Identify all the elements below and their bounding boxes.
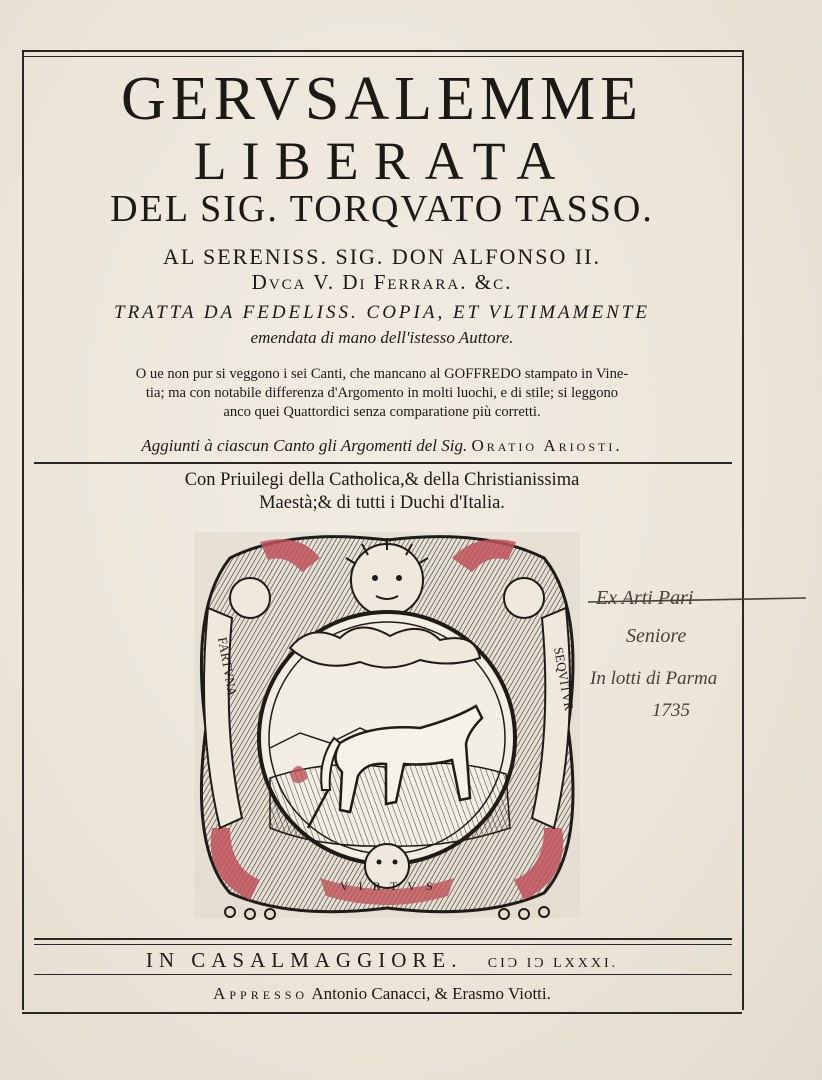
rule (34, 974, 732, 975)
rule (34, 938, 732, 940)
publisher-name: Antonio Canacci, & Erasmo Viotti. (311, 984, 551, 1003)
imprint-year: CIƆ IƆ LXXXI. (487, 956, 619, 971)
ribbon-right-text: SEQVITVR (551, 645, 577, 712)
printers-device-woodcut (190, 528, 584, 923)
publisher-prefix: Appresso (213, 984, 309, 1003)
dedication-line-2: Dvca V. Di Ferrara. &c. (251, 270, 513, 294)
arguments-author: Oratio Ariosti. (471, 436, 623, 455)
description-line-1: O ue non pur si veggono i sei Canti, che mancano al GOFFREDO stampato in Vine- (135, 366, 629, 382)
publisher-line (22, 984, 742, 1004)
description-line-3: anco quei Quattordici senza comparatione più corretti. (223, 404, 541, 420)
arguments-text: Aggiunti à ciascun Canto gli Argomenti del Sig. (141, 436, 468, 455)
dedication-line-1: AL SERENISS. SIG. DON ALFONSO II. (163, 244, 601, 269)
annotation-line-3: In lotti di Parma (590, 668, 718, 689)
border-inner-line (22, 56, 742, 57)
edition-line-2: emendata di mano dell'istesso Auttore. (250, 328, 514, 347)
manuscript-annotation (586, 572, 822, 722)
rule (34, 462, 732, 464)
title-line-1: GERVSALEMME (121, 65, 643, 133)
annotation-line-2: Seniore (626, 625, 687, 647)
imprint-city-line (22, 948, 742, 973)
arguments-line (22, 436, 742, 456)
privilege-line-2: Maestà;& di tutti i Duchi d'Italia. (259, 493, 505, 513)
privilege-line-1: Con Priuilegi della Catholica,& della Christianissima (184, 470, 580, 490)
border-bottom (22, 1012, 742, 1014)
description-line-2: tia; ma con notabile differenza d'Argomento in molti luochi, e di stile; si leggono (145, 385, 619, 401)
rule (34, 944, 732, 945)
imprint-city: IN CASALMAGGIORE. (145, 948, 463, 972)
ribbon-bottom-text: VIRTVS (340, 879, 443, 893)
edition-line-1: TRATTA DA FEDELISS. COPIA, ET VLTIMAMENTE (114, 302, 650, 323)
title-line-2: LIBERATA (193, 131, 571, 191)
annotation-line-1: Ex Arti Pari (596, 587, 694, 609)
annotation-line-4: 1735 (652, 700, 690, 721)
author-line: DEL SIG. TORQVATO TASSO. (110, 188, 654, 230)
ribbon-left-text: FARTVNA (215, 635, 241, 698)
